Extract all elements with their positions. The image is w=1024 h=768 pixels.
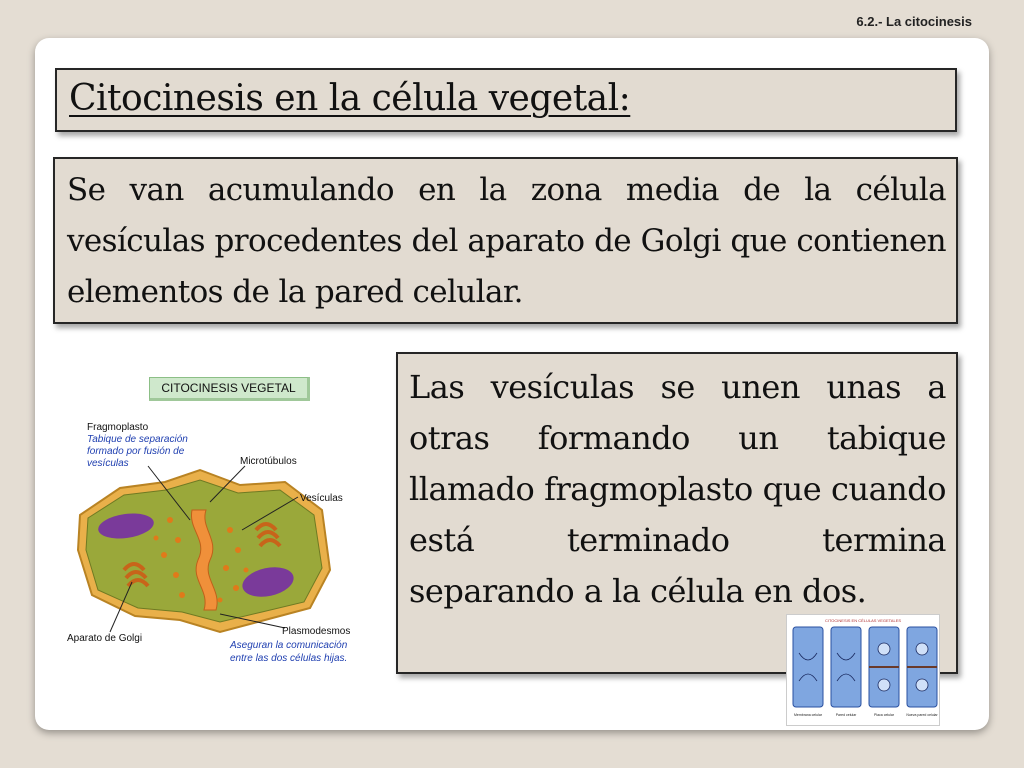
label-fragmoplasto-desc-1: Tabique de separación [87,434,188,445]
cytokinesis-stages-thumbnail [786,614,940,726]
label-fragmoplasto-desc-2: formado por fusión de [87,446,185,457]
thumbnail-title: CITOCINESIS EN CÉLULAS VEGETALES [824,618,902,623]
thumbnail-caption-3: Placa celular [873,713,895,717]
thumbnail-caption-2: Pared celular [835,713,857,717]
paragraph-box-1: Se van acumulando en la zona media de la célula vesículas procedentes del aparato de Golgi que contienen elementos de la pared celular. [53,157,958,324]
label-fragmoplasto-desc-3: vesículas [87,458,129,469]
label-plasmodesmos-desc-2: entre las dos células hijas. [230,653,348,664]
stages-illustration [787,623,941,719]
label-fragmoplasto: Fragmoplasto [87,422,149,433]
label-vesiculas: Vesículas [300,493,343,504]
paragraph-box-2: Las vesículas se unen unas a otras formando un tabique llamado fragmoplasto que cuando está terminado termina separando a la célula en dos. [396,352,958,674]
label-golgi: Aparato de Golgi [67,633,143,644]
label-microtubulos: Microtúbulos [240,456,297,467]
title-box [55,68,957,132]
section-label: 6.2.- La citocinesis [856,14,972,29]
plant-cell-illustration [60,370,370,670]
cytokinesis-diagram [60,370,370,670]
label-plasmodesmos-desc-1: Aseguran la comunicación [230,640,348,651]
diagram-title: CITOCINESIS VEGETAL [149,377,310,401]
page-title: Citocinesis en la célula vegetal: [69,78,631,119]
thumbnail-caption-4: Nueva pared celular [906,713,938,717]
label-plasmodesmos: Plasmodesmos [282,626,351,637]
thumbnail-caption-1: Membrana celular [793,713,822,717]
